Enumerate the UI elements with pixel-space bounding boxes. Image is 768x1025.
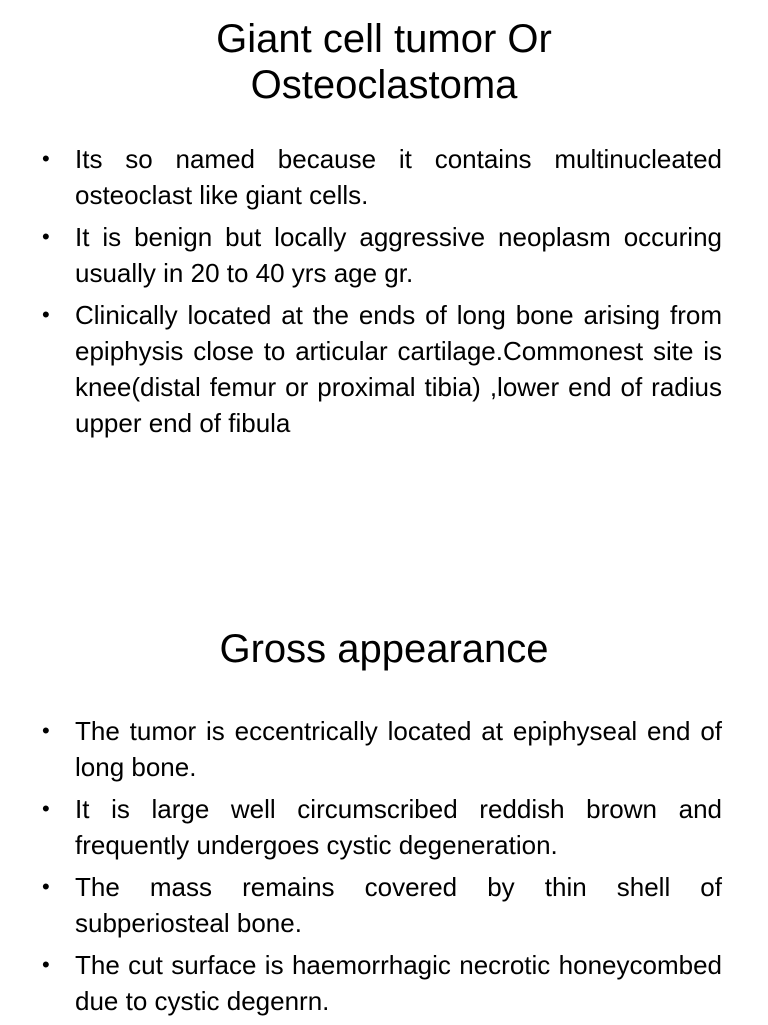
bullet-text: It is benign but locally aggressive neoplasm occuring usually in 20 to 40 yrs age gr. xyxy=(75,222,722,288)
bullet-item xyxy=(42,947,722,1019)
slide-title: Gross appearance xyxy=(219,627,549,671)
bullet-text: The tumor is eccentrically located at epiphyseal end of long bone. xyxy=(75,716,722,782)
title-line-2: Osteoclastoma xyxy=(250,63,518,107)
slide-gross-appearance xyxy=(0,512,768,1024)
bullet-list xyxy=(42,141,722,447)
bullet-text: Clinically located at the ends of long bone arising from epiphysis close to articular cartilage.Commonest site is knee(distal femur or proximal tibia) ,lower end of radius upper end of fibula xyxy=(75,300,722,438)
bullet-item xyxy=(42,713,722,785)
bullet-text: Its so named because it contains multinucleated osteoclast like giant cells. xyxy=(75,144,722,210)
slide-title xyxy=(40,16,728,108)
bullet-item xyxy=(42,219,722,291)
bullet-text: It is large well circumscribed reddish brown and frequently undergoes cystic degeneration. xyxy=(75,794,722,860)
bullet-dot-icon: • xyxy=(42,796,50,821)
title-line-1: Giant cell tumor Or xyxy=(216,17,552,61)
bullet-dot-icon: • xyxy=(42,874,50,899)
bullet-text: The mass remains covered by thin shell of subperiosteal bone. xyxy=(75,872,722,938)
bullet-text: The cut surface is haemorrhagic necrotic honeycombed due to cystic degenrn. xyxy=(75,950,722,1016)
bullet-item xyxy=(42,869,722,941)
bullet-item xyxy=(42,297,722,441)
slide-giant-cell-tumor xyxy=(0,0,768,512)
bullet-dot-icon: • xyxy=(42,224,50,249)
bullet-list xyxy=(42,713,722,1025)
bullet-dot-icon: • xyxy=(42,952,50,977)
bullet-item xyxy=(42,141,722,213)
bullet-dot-icon: • xyxy=(42,146,50,171)
bullet-item xyxy=(42,791,722,863)
bullet-dot-icon: • xyxy=(42,718,50,743)
bullet-dot-icon: • xyxy=(42,302,50,327)
